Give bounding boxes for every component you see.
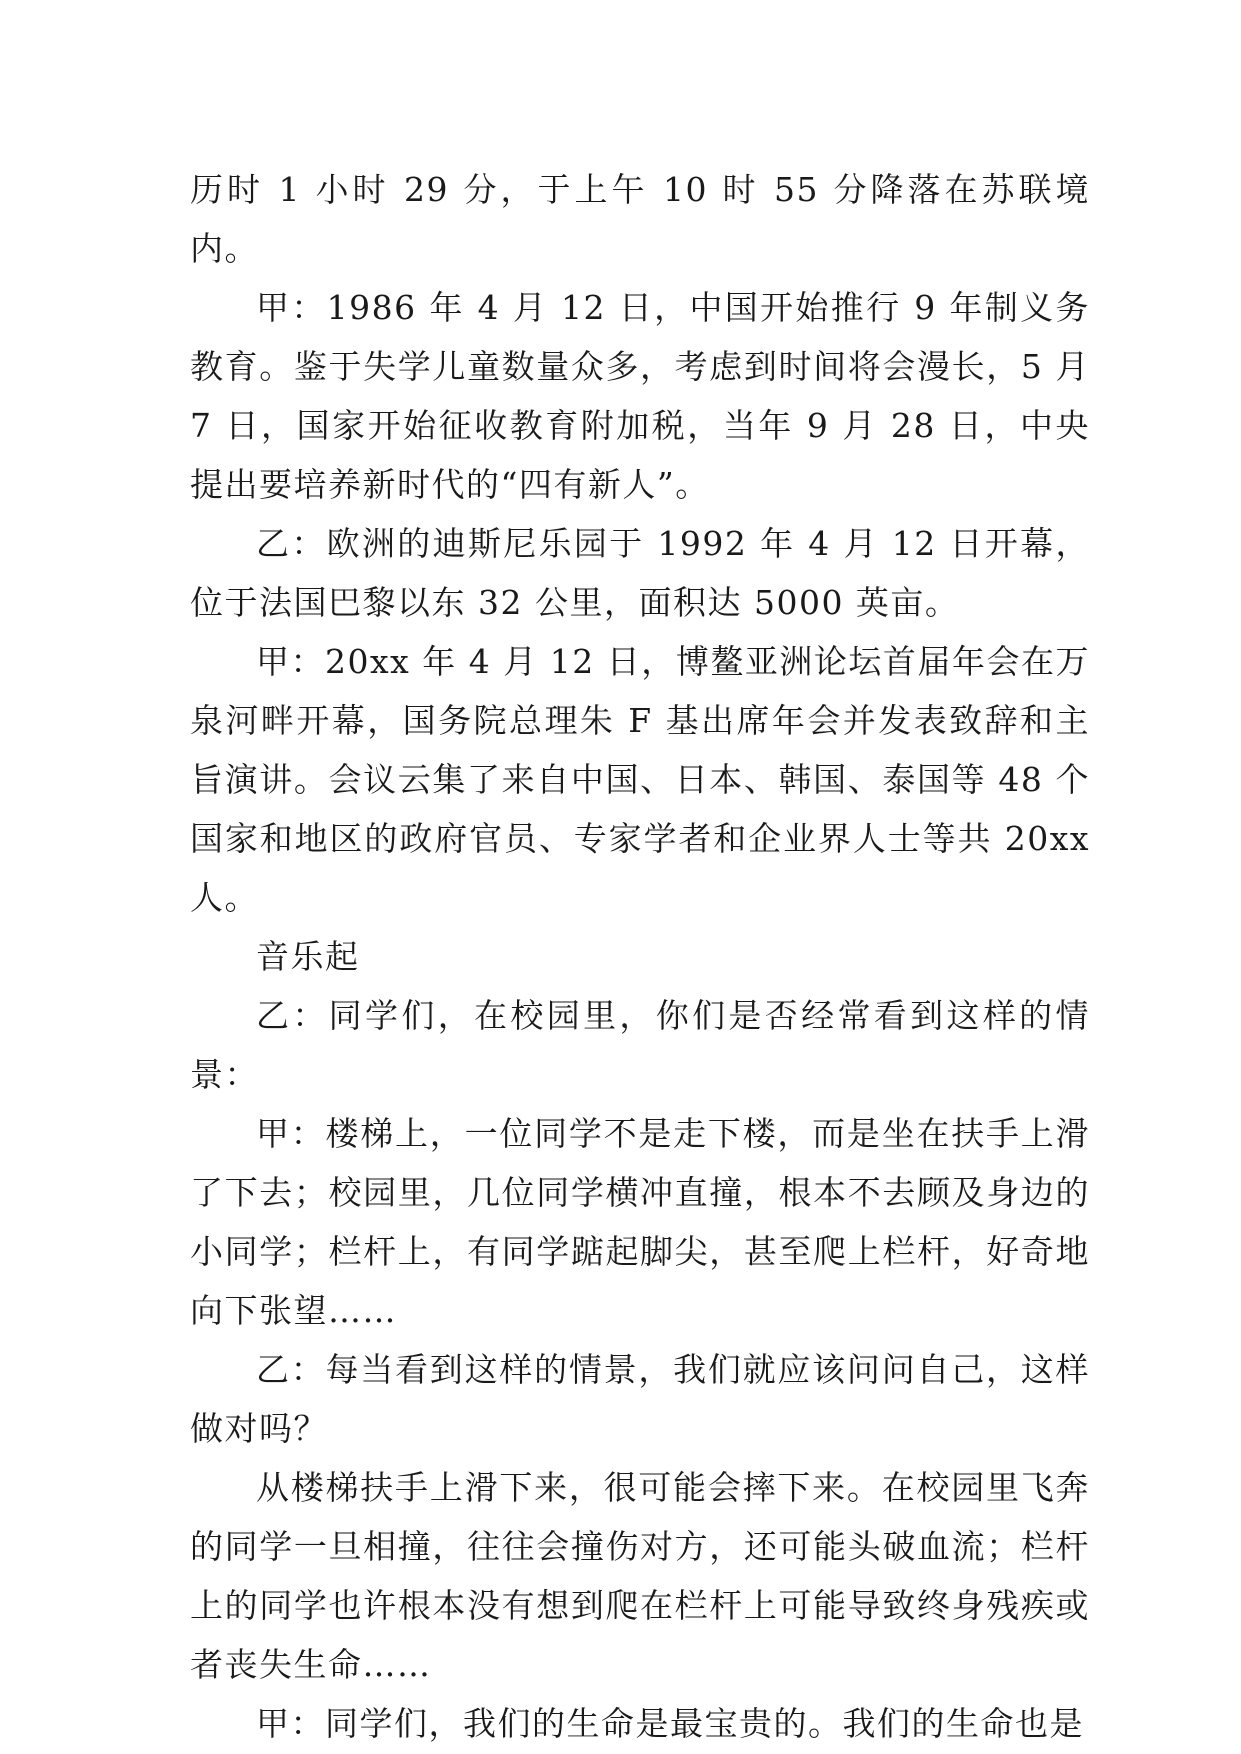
paragraph-7: 甲：楼梯上，一位同学不是走下楼，而是坐在扶手上滑了下去；校园里，几位同学横冲直撞，根本不去顾及身边的小同学；栏杆上，有同学踮起脚尖，甚至爬上栏杆，好奇地向下张望…… xyxy=(190,1114,1090,1330)
paragraph-10: 甲：同学们，我们的生命是最宝贵的。我们的生命也是 xyxy=(256,1704,1084,1743)
paragraph-4: 甲：20xx 年 4 月 12 日，博鳌亚洲论坛首届年会在万泉河畔开幕，国务院总理朱 F 基出席年会并发表致辞和主旨演讲。会议云集了来自中国、日本、韩国、泰国等 48 个国家和地区的政府官员、专家学者和企业界人士等共 20xx 人。 xyxy=(190,642,1090,917)
paragraph-2: 甲：1986 年 4 月 12 日，中国开始推行 9 年制义务教育。鉴于失学儿童数量众多，考虑到时间将会漫长，5 月 7 日，国家开始征收教育附加税，当年 9 月 28 日，中央提出要培养新时代的“四有新人”。 xyxy=(190,288,1090,504)
paragraph-8: 乙：每当看到这样的情景，我们就应该问问自己，这样做对吗？ xyxy=(190,1350,1090,1448)
document-body xyxy=(190,160,1090,1753)
paragraph-3: 乙：欧洲的迪斯尼乐园于 1992 年 4 月 12 日开幕，位于法国巴黎以东 32 公里，面积达 5000 英亩。 xyxy=(190,524,1090,622)
paragraph-6: 乙：同学们，在校园里，你们是否经常看到这样的情景： xyxy=(190,996,1090,1094)
paragraph-9: 从楼梯扶手上滑下来，很可能会摔下来。在校园里飞奔的同学一旦相撞，往往会撞伤对方，还可能头破血流；栏杆上的同学也许根本没有想到爬在栏杆上可能导致终身残疾或者丧失生命…… xyxy=(190,1468,1090,1684)
paragraph-1: 历时 1 小时 29 分，于上午 10 时 55 分降落在苏联境内。 xyxy=(190,170,1090,268)
paragraph-5: 音乐起 xyxy=(256,937,360,976)
